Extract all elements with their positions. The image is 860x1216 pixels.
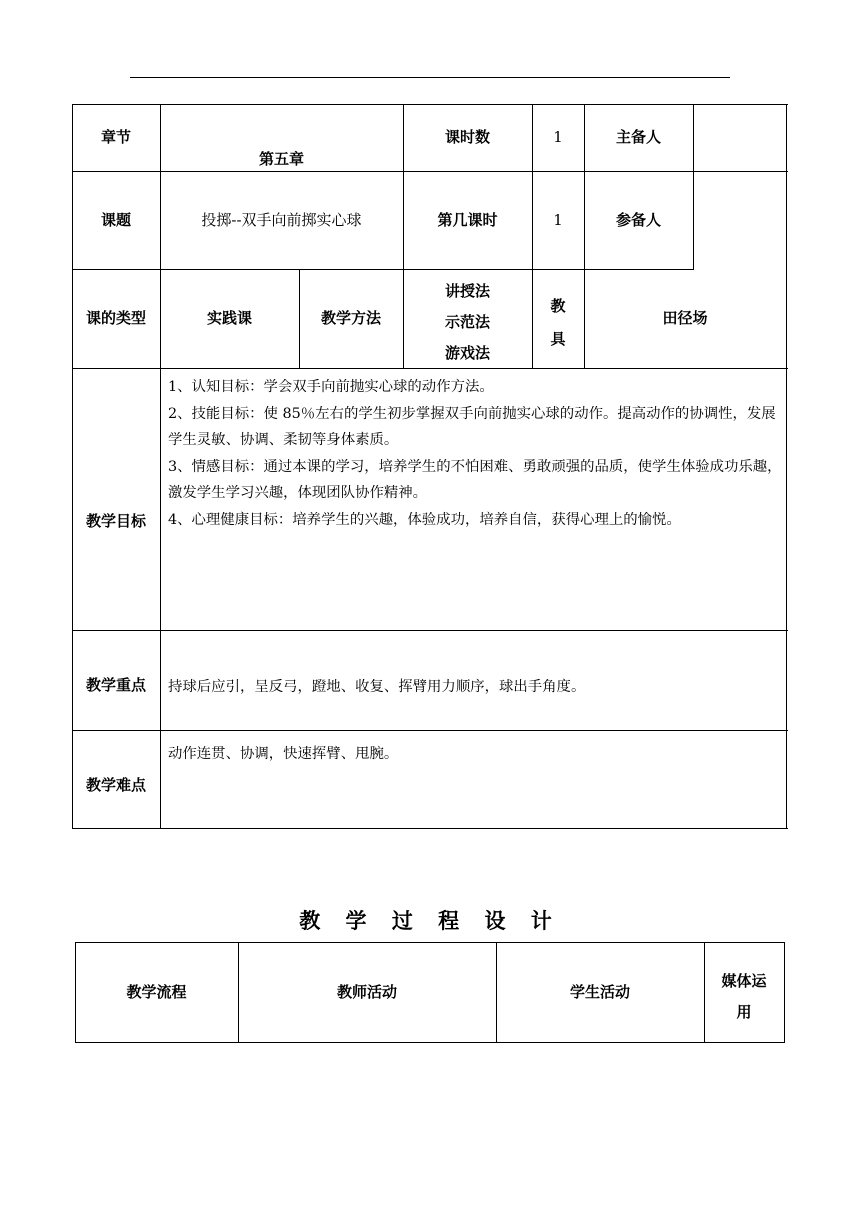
chapter-label: 章节 [100,128,131,147]
co-preparer-label: 参备人 [615,210,661,229]
goals-list [168,374,782,533]
topic-label: 课题 [100,210,131,229]
lead-preparer-value [693,104,786,171]
goal-item: 4、心理健康目标：培养学生的兴趣，体验成功，培养自信，获得心理上的愉悦。 [168,511,681,528]
hours-label: 课时数 [444,128,490,147]
lesson-type-value: 实践课 [206,309,252,328]
difficulties-label: 教学难点 [85,775,146,794]
key-points-value: 持球后应引，呈反弓，蹬地、收复、挥臂用力顺序，球出手角度。 [168,679,586,695]
column-header-student: 学生活动 [569,982,630,1001]
column-header-flow: 教学流程 [126,982,187,1001]
method-list [403,276,532,368]
goal-item: 3、情感目标：通过本课的学习，培养学生的不怕困难、勇敢顽强的品质，使学生体验成功乐趣，激发学生学习兴趣，体现团队协作精神。 [168,458,782,501]
method-item: 游戏法 [444,344,490,362]
key-points-label: 教学重点 [85,675,146,694]
column-header-teacher: 教师活动 [336,982,397,1001]
goal-item: 2、技能目标：使 85％左右的学生初步掌握双手向前抛实心球的动作。提高动作的协调性，发展学生灵敏、协调、柔韧等身体素质。 [168,405,776,448]
goals-label: 教学目标 [85,511,146,530]
hours-value: 1 [553,128,563,147]
lesson-type-label: 课的类型 [85,309,146,328]
lesson-number-value: 1 [553,210,563,229]
lead-preparer-label: 主备人 [615,128,661,147]
method-label: 教学方法 [320,309,381,328]
lesson-number-label: 第几课时 [437,210,498,229]
method-item: 讲授法 [444,282,490,300]
topic-value: 投掷--双手向前掷实心球 [201,210,362,229]
chapter-value: 第五章 [258,149,304,168]
goal-item: 1、认知目标：学会双手向前抛实心球的动作方法。 [168,379,494,395]
process-title: 教 学 过 程 设 计 [299,909,561,933]
header-rule [130,77,730,78]
co-preparer-value [693,171,786,269]
equipment-value: 田径场 [662,309,708,328]
difficulties-value: 动作连贯、协调，快速挥臂、甩腕。 [168,746,399,762]
equipment-label: 教 具 [550,297,566,348]
method-item: 示范法 [444,313,490,331]
column-header-media: 媒体运 用 [721,972,767,1021]
